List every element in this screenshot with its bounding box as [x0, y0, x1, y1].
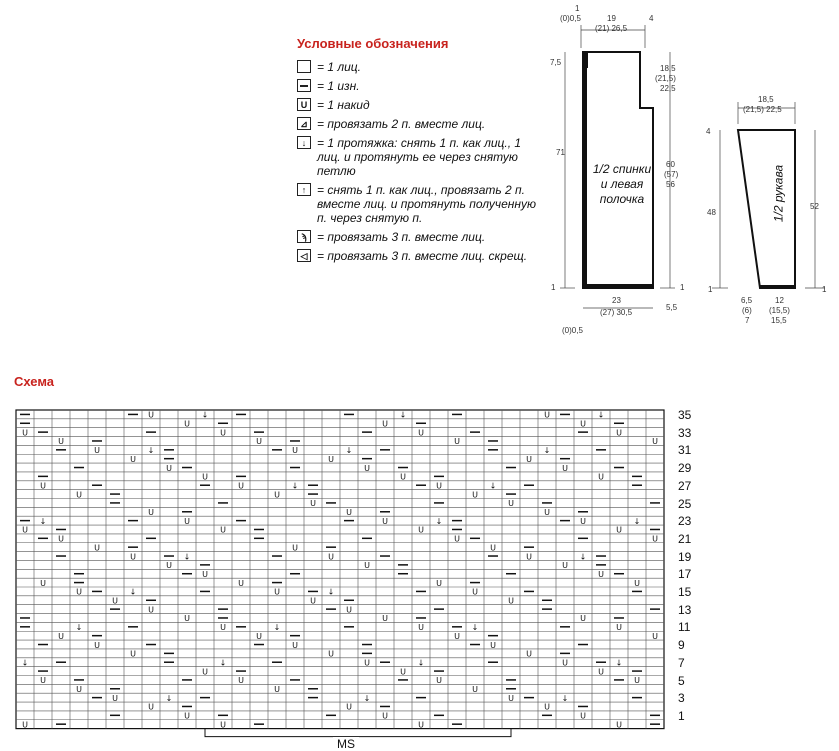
yarnover-mark: U — [238, 481, 244, 491]
yarnover-mark: U — [274, 685, 280, 694]
yarnover-mark: U — [256, 631, 262, 641]
yarnover-mark: U — [436, 676, 442, 686]
dim-label: 1 — [680, 283, 685, 292]
yarnover-mark: U — [382, 614, 388, 624]
yarnover-mark: U — [454, 437, 460, 447]
yarnover-mark: U — [490, 543, 496, 553]
decrease-mark: ↓ — [615, 658, 623, 668]
legend-text: = 1 накид — [317, 98, 370, 112]
legend-item-k3tog — [297, 230, 537, 244]
decrease-mark: ↓ — [165, 693, 173, 703]
yarnover-mark: U — [562, 463, 568, 473]
decrease-mark: ↓ — [327, 587, 335, 597]
dim-label: (21,5) 22,5 — [743, 105, 782, 114]
yarnover-mark: U — [598, 569, 604, 579]
yarnover-mark: U — [256, 437, 262, 447]
decrease-mark: ↓ — [399, 410, 407, 420]
yarnover-mark: U — [166, 561, 172, 571]
yarnover-mark: U — [130, 552, 136, 562]
yarnover-mark: U — [292, 640, 298, 650]
skp-symbol-icon: ↓ — [297, 136, 311, 149]
decrease-mark: ↓ — [291, 481, 299, 491]
dim-label: 19 — [607, 14, 616, 23]
legend-text: = 1 изн. — [317, 79, 360, 93]
yarnover-mark: U — [508, 693, 514, 703]
yarnover-mark: U — [652, 631, 658, 641]
yarnover-mark: U — [634, 676, 640, 686]
yarnover-mark: U — [292, 543, 298, 553]
yarnover-mark: U — [76, 587, 82, 597]
yarnover-mark: U — [580, 516, 586, 526]
k3tog-symbol-icon: ϡ — [297, 230, 311, 243]
yarnover-mark: U — [382, 516, 388, 526]
decrease-mark: ↓ — [435, 516, 443, 526]
row-number-label: 7 — [678, 655, 685, 670]
dim-label: 56 — [666, 180, 675, 189]
yarnover-mark: U — [22, 720, 28, 730]
dim-label: 48 — [707, 208, 716, 217]
dim-label: 52 — [810, 202, 819, 211]
legend-item-skp — [297, 136, 537, 178]
yarnover-mark: U — [346, 605, 352, 615]
decrease-mark: ↓ — [579, 552, 587, 562]
decrease-mark: ↓ — [21, 658, 29, 668]
dim-label: (0)0,5 — [560, 14, 581, 23]
dim-label: (6) — [742, 306, 752, 315]
legend-text: = провязать 3 п. вместе лиц. — [317, 230, 486, 244]
legend-title: Условные обозначения — [297, 36, 449, 51]
k3togtbl-symbol-icon: ◁ — [297, 249, 311, 262]
yarnover-mark: U — [148, 508, 154, 517]
yarnover-mark: U — [292, 446, 298, 456]
dim-label: 60 — [666, 160, 675, 169]
decrease-mark: ↓ — [39, 516, 47, 526]
yarnover-mark: U — [400, 472, 406, 482]
decrease-mark: ↓ — [543, 446, 551, 456]
yarnover-mark: U — [346, 702, 352, 712]
row-number-label: 25 — [678, 496, 692, 511]
yarnover-mark: U — [40, 578, 46, 588]
yarnover-mark: U — [526, 454, 532, 464]
yarnover-mark: U — [238, 676, 244, 686]
dim-label: (57) — [664, 170, 679, 179]
yarnover-mark: U — [364, 463, 370, 473]
yarnover-mark: U — [472, 490, 478, 500]
dim-label: 12 — [775, 296, 784, 305]
dim-label: 71 — [556, 148, 565, 157]
knitting-chart-grid — [14, 408, 714, 750]
row-number-label: 27 — [678, 478, 692, 493]
decrease-mark: ↓ — [201, 410, 209, 420]
body-piece-bottom-edge — [583, 284, 653, 288]
yarnover-mark: U — [220, 525, 226, 535]
dim-label: 1 — [551, 283, 556, 292]
yarnover-mark: U — [454, 631, 460, 641]
yarnover-mark: U — [328, 454, 334, 464]
yarnover-mark: U — [562, 658, 568, 668]
decrease-mark: ↓ — [489, 481, 497, 491]
yarnover-mark: U — [184, 516, 190, 526]
yarnover-mark: U — [436, 578, 442, 588]
dim-label: 7 — [745, 316, 750, 325]
yarnover-mark: U — [22, 525, 28, 535]
yarnover-mark: U — [184, 614, 190, 624]
yarnover-mark: U — [436, 481, 442, 491]
yarnover-symbol-icon: U — [297, 98, 311, 111]
yarnover-mark: U — [652, 534, 658, 544]
row-number-label: 19 — [678, 549, 692, 564]
yarnover-mark: U — [148, 605, 154, 615]
yarnover-mark: U — [418, 525, 424, 535]
dim-label: 23 — [612, 296, 621, 305]
decrease-mark: ↓ — [633, 516, 641, 526]
dim-label: 1 — [575, 4, 580, 13]
legend-item-sk2p — [297, 183, 537, 225]
yarnover-mark: U — [508, 499, 514, 509]
yarnover-mark: U — [202, 667, 208, 677]
legend-item-purl — [297, 79, 537, 93]
yarnover-mark: U — [58, 437, 64, 447]
yarnover-mark: U — [418, 720, 424, 730]
row-number-label: 3 — [678, 691, 685, 706]
dim-label: 1 — [822, 285, 827, 294]
k2tog-symbol-icon: ⊿ — [297, 117, 311, 130]
ms-bracket — [205, 729, 511, 737]
yarnover-mark: U — [418, 428, 424, 438]
dim-label: (15,5) — [769, 306, 790, 315]
yarnover-mark: U — [544, 410, 550, 420]
yarnover-mark: U — [22, 428, 28, 438]
decrease-mark: ↓ — [129, 587, 137, 597]
row-number-label: 11 — [678, 620, 691, 635]
legend — [297, 60, 537, 268]
legend-text: = 1 лиц. — [317, 60, 361, 74]
dim-label: (21) 26,5 — [595, 24, 628, 33]
yarnover-mark: U — [526, 552, 532, 562]
sk2p-symbol-icon: ↑ — [297, 183, 311, 196]
decrease-mark: ↓ — [219, 658, 227, 668]
yarnover-mark: U — [310, 596, 316, 606]
yarnover-mark: U — [202, 472, 208, 482]
body-piece-shoulder-mark — [583, 52, 588, 68]
yarnover-mark: U — [202, 569, 208, 579]
yarnover-mark: U — [634, 578, 640, 588]
yarnover-mark: U — [454, 534, 460, 544]
row-number-label: 35 — [678, 408, 692, 422]
yarnover-mark: U — [76, 490, 82, 500]
yarnover-mark: U — [40, 676, 46, 686]
decrease-mark: ↓ — [561, 693, 569, 703]
yarnover-mark: U — [472, 685, 478, 694]
yarnover-mark: U — [580, 711, 586, 721]
yarnover-mark: U — [148, 702, 154, 712]
yarnover-mark: U — [616, 428, 622, 438]
dim-label: 4 — [706, 127, 711, 136]
dim-label: 6,5 — [741, 296, 753, 305]
knit-symbol-icon — [297, 60, 311, 73]
yarnover-mark: U — [58, 534, 64, 544]
sleeve-cuff-edge — [760, 285, 795, 289]
yarnover-mark: U — [94, 640, 100, 650]
decrease-mark: ↓ — [147, 446, 155, 456]
dim-label: 5,5 — [666, 303, 678, 312]
row-number-label: 31 — [678, 443, 692, 458]
dim-label: (21,5) — [655, 74, 676, 83]
yarnover-mark: U — [364, 658, 370, 668]
yarnover-mark: U — [130, 454, 136, 464]
yarnover-mark: U — [112, 596, 118, 606]
decrease-mark: ↓ — [75, 623, 83, 633]
yarnover-mark: U — [130, 649, 136, 659]
yarnover-mark: U — [544, 702, 550, 712]
yarnover-mark: U — [76, 685, 82, 694]
row-number-label: 33 — [678, 425, 692, 440]
row-number-label: 9 — [678, 638, 685, 653]
yarnover-mark: U — [58, 631, 64, 641]
dim-label: 18,5 — [660, 64, 676, 73]
purl-symbol-icon — [297, 79, 311, 92]
yarnover-mark: U — [652, 437, 658, 447]
legend-item-k3togtbl — [297, 249, 537, 263]
yarnover-mark: U — [328, 649, 334, 659]
yarnover-mark: U — [274, 587, 280, 597]
decrease-mark: ↓ — [471, 623, 479, 633]
yarnover-mark: U — [382, 419, 388, 429]
ms-label: MS — [333, 737, 359, 751]
legend-item-knit — [297, 60, 537, 74]
row-number-label: 1 — [678, 708, 685, 723]
yarnover-mark: U — [400, 667, 406, 677]
yarnover-mark: U — [112, 693, 118, 703]
row-number-label: 21 — [678, 531, 692, 546]
row-number-label: 13 — [678, 602, 692, 617]
body-piece-label: 1/2 спинки и левая полочка — [592, 162, 652, 206]
yarnover-mark: U — [274, 490, 280, 500]
yarnover-mark: U — [580, 614, 586, 624]
dim-label: 22,5 — [660, 84, 676, 93]
dim-label: 1 — [708, 285, 713, 294]
yarnover-mark: U — [94, 543, 100, 553]
yarnover-mark: U — [148, 410, 154, 420]
yarnover-mark: U — [238, 578, 244, 588]
row-number-label: 29 — [678, 461, 692, 476]
yarnover-mark: U — [562, 561, 568, 571]
legend-item-yarnover — [297, 98, 537, 112]
decrease-mark: ↓ — [273, 623, 281, 633]
yarnover-mark: U — [94, 446, 100, 456]
row-number-label: 23 — [678, 514, 692, 529]
dim-label: (0)0,5 — [562, 326, 583, 335]
dim-label: 7,5 — [550, 58, 562, 67]
row-number-label: 15 — [678, 585, 692, 599]
decrease-mark: ↓ — [363, 693, 371, 703]
yarnover-mark: U — [328, 552, 334, 562]
yarnover-mark: U — [184, 711, 190, 721]
decrease-mark: ↓ — [183, 552, 191, 562]
legend-item-k2tog — [297, 117, 537, 131]
chart-title: Схема — [14, 374, 55, 389]
yarnover-mark: U — [472, 587, 478, 597]
yarnover-mark: U — [616, 525, 622, 535]
dim-label: 4 — [649, 14, 654, 23]
row-number-label: 5 — [678, 673, 685, 688]
yarnover-mark: U — [382, 711, 388, 721]
yarnover-mark: U — [526, 649, 532, 659]
yarnover-mark: U — [490, 640, 496, 650]
row-number-label: 17 — [678, 567, 692, 582]
yarnover-mark: U — [310, 499, 316, 509]
yarnover-mark: U — [544, 508, 550, 517]
dim-label: 18,5 — [758, 95, 774, 104]
dim-label: 15,5 — [771, 316, 787, 325]
decrease-mark: ↓ — [345, 446, 353, 456]
yarnover-mark: U — [220, 428, 226, 438]
yarnover-mark: U — [598, 472, 604, 482]
yarnover-mark: U — [184, 419, 190, 429]
legend-text: = снять 1 п. как лиц., провязать 2 п. вместе лиц. и протянуть полученную п. через снятую п. — [317, 183, 536, 225]
yarnover-mark: U — [166, 463, 172, 473]
decrease-mark: ↓ — [417, 658, 425, 668]
yarnover-mark: U — [346, 508, 352, 517]
yarnover-mark: U — [616, 720, 622, 730]
yarnover-mark: U — [40, 481, 46, 491]
legend-text: = провязать 3 п. вместе лиц. скрещ. — [317, 249, 528, 263]
yarnover-mark: U — [364, 561, 370, 571]
legend-text: = провязать 2 п. вместе лиц. — [317, 117, 486, 131]
yarnover-mark: U — [580, 419, 586, 429]
yarnover-mark: U — [616, 623, 622, 633]
dim-label: (27) 30,5 — [600, 308, 633, 317]
yarnover-mark: U — [598, 667, 604, 677]
body-piece-left-edge — [583, 52, 587, 288]
yarnover-mark: U — [220, 720, 226, 730]
legend-text: = 1 протяжка: снять 1 п. как лиц., 1 лиц. и протянуть ее через снятую петлю — [317, 136, 522, 178]
sleeve-label: 1/2 рукава — [771, 164, 786, 223]
yarnover-mark: U — [220, 623, 226, 633]
yarnover-mark: U — [418, 623, 424, 633]
decrease-mark: ↓ — [597, 410, 605, 420]
yarnover-mark: U — [508, 596, 514, 606]
